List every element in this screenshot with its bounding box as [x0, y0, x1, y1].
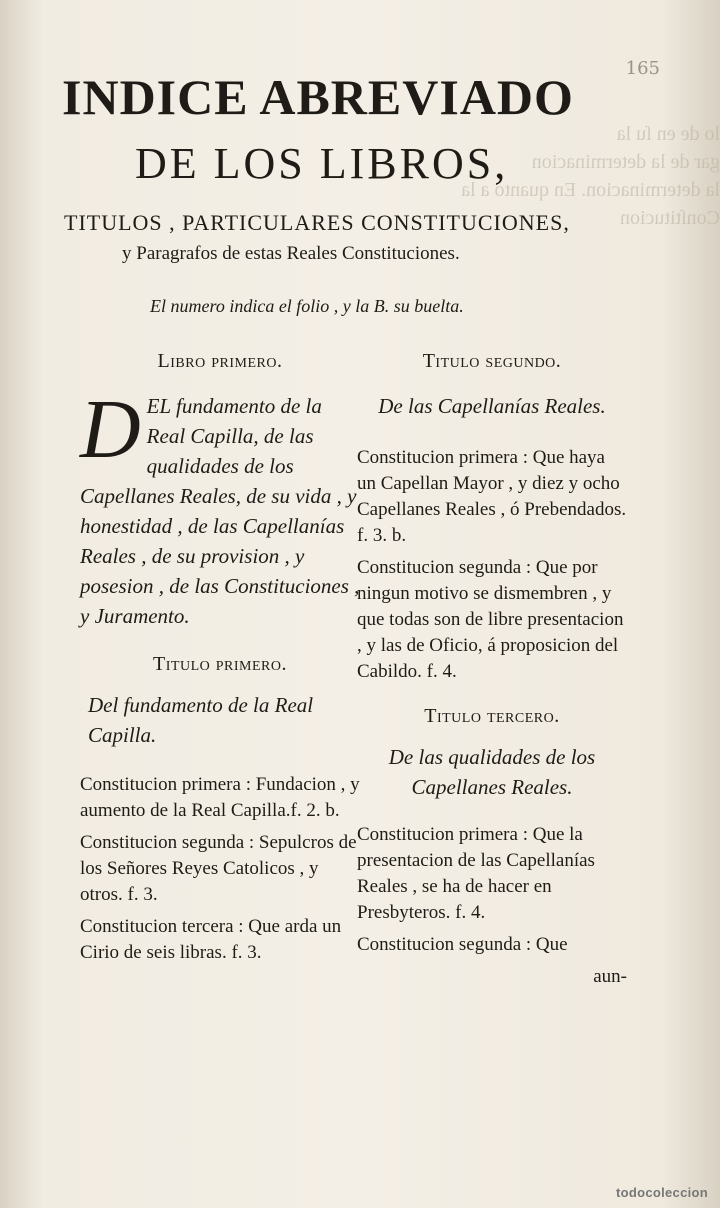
right-column — [357, 350, 627, 996]
titles-line: TITULOS , PARTICULARES CONSTITUCIONES, — [64, 210, 570, 235]
left-column — [80, 350, 360, 972]
titulo-primero-subject: Del fundamento de la Real Capilla. — [88, 693, 314, 747]
catchword: aun- — [593, 966, 627, 987]
libro-intro-text: EL fundamento de la Real Capilla, de las qualidades de los Capellanes Reales, de su vida , y honestidad , de las Capellanías Reales , de su provision , y posesion , de las Constituciones , y Juramento. — [80, 394, 360, 628]
list-item: Constitucion tercera : Que arda un Cirio de seis libras. f. 3. — [80, 916, 342, 963]
page-title: INDICE ABREVIADO — [62, 69, 574, 125]
bleed-through-folio: 165 — [625, 58, 660, 79]
list-item: Constitucion primera : Que la presentacion de las Capellanías Reales , se ha de hacer en Presbyteros. f. 4. — [357, 824, 595, 923]
bleed-through-text: lo de en ſu la gar de la determinacion la determinacion. En quanto a la Conſtitucion — [461, 123, 720, 229]
list-item: Constitucion segunda : Que por ningun motivo se dismembren , y que todas son de libre presentacion , y las de Oficio, á proposicion del Cabildo. f. 4. — [357, 557, 624, 682]
list-item: Constitucion segunda : Sepulcros de los Señores Reyes Catolicos , y otros. f. 3. — [80, 832, 357, 905]
page-subtitle: DE LOS LIBROS, — [135, 139, 509, 188]
libro-intro — [80, 383, 360, 631]
titulo-segundo-subject: De las Capellanías Reales. — [378, 394, 606, 418]
libro-heading: Libro primero. — [157, 350, 283, 372]
drop-cap: D — [80, 383, 141, 476]
titulo-tercero-heading: Titulo tercero. — [424, 705, 560, 727]
list-item: Constitucion segunda : Que — [357, 934, 568, 955]
folio-note: El numero indica el folio , y la B. su buelta. — [150, 296, 464, 316]
watermark-logo: todocoleccion — [615, 1185, 708, 1200]
titulo-primero-heading: Titulo primero. — [153, 653, 287, 675]
list-item: Constitucion primera : Fundacion , y aumento de la Real Capilla.f. 2. b. — [80, 774, 360, 821]
titulo-segundo-heading: Titulo segundo. — [422, 350, 562, 372]
list-item: Constitucion primera : Que haya un Capellan Mayor , y diez y ocho Capellanes Reales , ó Prebendados. f. 3. b. — [357, 447, 627, 546]
paragraphs-line: y Paragrafos de estas Reales Constituciones. — [122, 243, 460, 264]
titulo-tercero-subject: De las qualidades de los Capellanes Reales. — [388, 745, 596, 799]
